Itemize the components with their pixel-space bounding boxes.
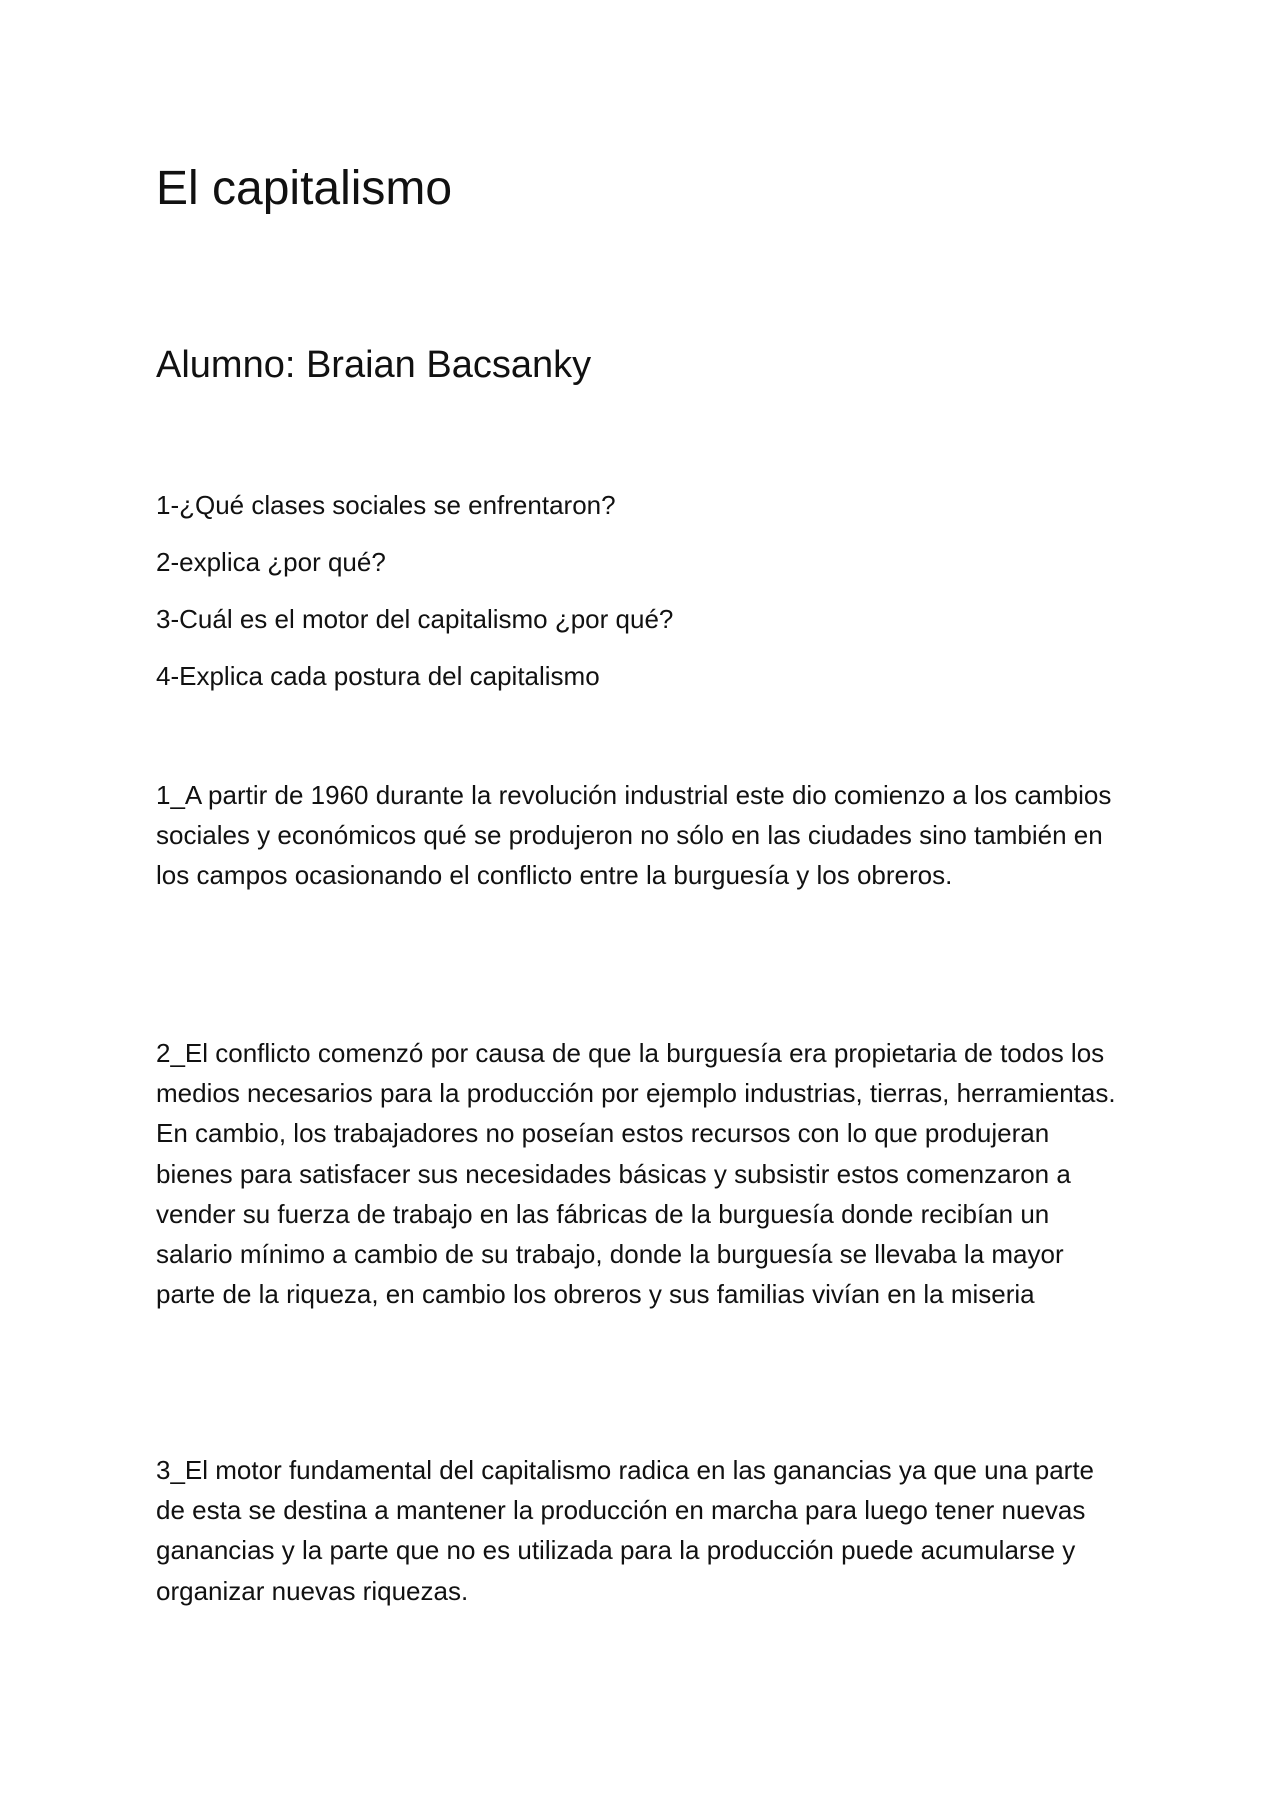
question-item: 3-Cuál es el motor del capitalismo ¿por qué? [156, 604, 674, 634]
answer-paragraph-2: 2_El conflicto comenzó por causa de que la burguesía era propietaria de todos los medios necesarios para la producción por ejemplo industrias, tierras, herramientas. En cambio, los trabajadores no poseían estos recursos con lo que produjeran bienes para satisfacer sus necesidades básicas y subsistir estos comenzaron a vender su fuerza de trabajo en las fábricas de la burguesía donde recibían un salario mínimo a cambio de su trabajo, donde la burguesía se llevaba la mayor parte de la riqueza, en cambio los obreros y sus familias vivían en la miseria [156, 1038, 1116, 1310]
answer-paragraph-3: 3_El motor fundamental del capitalismo radica en las ganancias ya que una parte de esta se destina a mantener la producción en marcha para luego tener nuevas ganancias y la parte que no es utilizada para la producción puede acumularse y organizar nuevas riquezas. [156, 1455, 1095, 1606]
question-item: 2-explica ¿por qué? [156, 547, 386, 577]
question-item: 1-¿Qué clases sociales se enfrentaron? [156, 490, 616, 520]
question-list [156, 490, 673, 718]
question-item: 4-Explica cada postura del capitalismo [156, 661, 600, 691]
student-name: Alumno: Braian Bacsanky [156, 344, 592, 386]
answer-paragraph-1: 1_A partir de 1960 durante la revolución industrial este dio comienzo a los cambios sociales y económicos qué se produjeron no sólo en las ciudades sino también en los campos ocasionando el conflicto entre la burguesía y los obreros. [156, 780, 1112, 891]
document-title: El capitalismo [156, 162, 453, 215]
